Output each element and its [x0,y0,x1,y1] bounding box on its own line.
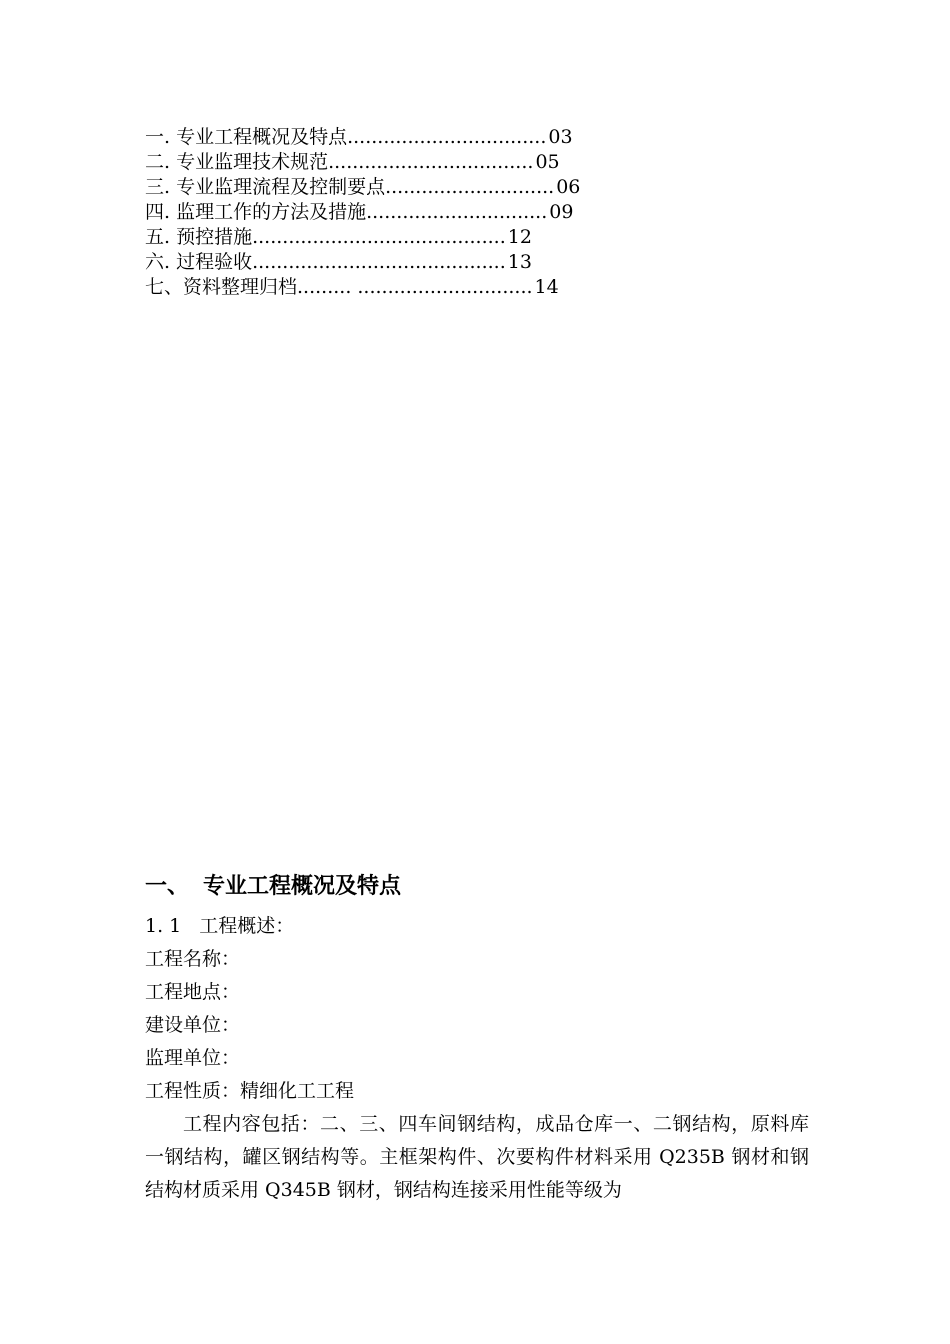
toc-entry-text: 六. 过程验收.......................................... [145,251,506,273]
toc-page-number: 13 [507,251,532,273]
subsection-heading [145,910,809,943]
toc-entry-text: 四. 监理工作的方法及措施.............................. [145,201,548,223]
toc-entry-text: 二. 专业监理技术规范.................................. [145,151,534,173]
toc-entry-text: 五. 预控措施.......................................... [145,226,506,248]
toc-item[interactable] [145,150,785,175]
section-number: 一、 [145,874,190,899]
toc-entry-text: 一. 专业工程概况及特点................................. [145,126,547,148]
toc-item[interactable] [145,200,785,225]
section-body [145,910,809,1207]
toc-item[interactable] [145,275,785,300]
toc-item[interactable] [145,175,785,200]
toc-item[interactable] [145,225,785,250]
toc-entry-text: 七、资料整理归档......... ............................. [145,276,533,298]
toc-page-number: 09 [549,201,574,223]
table-of-contents [145,125,785,300]
toc-entry-text: 三. 专业监理流程及控制要点............................ [145,176,555,198]
project-location-field: 工程地点： [145,981,241,1003]
toc-page-number: 14 [534,276,559,298]
section-title: 专业工程概况及特点 [203,874,402,899]
toc-page-number: 06 [556,176,581,198]
project-name-field: 工程名称： [145,948,241,970]
toc-page-number: 03 [548,126,573,148]
subsection-number: 1. 1 [145,915,182,937]
toc-page-number: 12 [507,226,532,248]
subsection-title: 工程概述： [199,915,295,937]
toc-item[interactable] [145,125,785,150]
supervision-unit-field: 监理单位： [145,1047,241,1069]
project-nature-field: 工程性质：精细化工工程 [145,1080,355,1102]
project-content-paragraph: 工程内容包括：二、三、四车间钢结构，成品仓库一、二钢结构，原料库一钢结构，罐区钢结构等。主框架构件、次要构件材料采用 Q235B 钢材和钢结构材质采用 Q345B 钢材，钢结构连接采用性能等级为 [145,1113,809,1201]
construction-unit-field: 建设单位： [145,1014,241,1036]
toc-page-number: 05 [535,151,560,173]
toc-item[interactable] [145,250,785,275]
section-heading [145,870,401,904]
